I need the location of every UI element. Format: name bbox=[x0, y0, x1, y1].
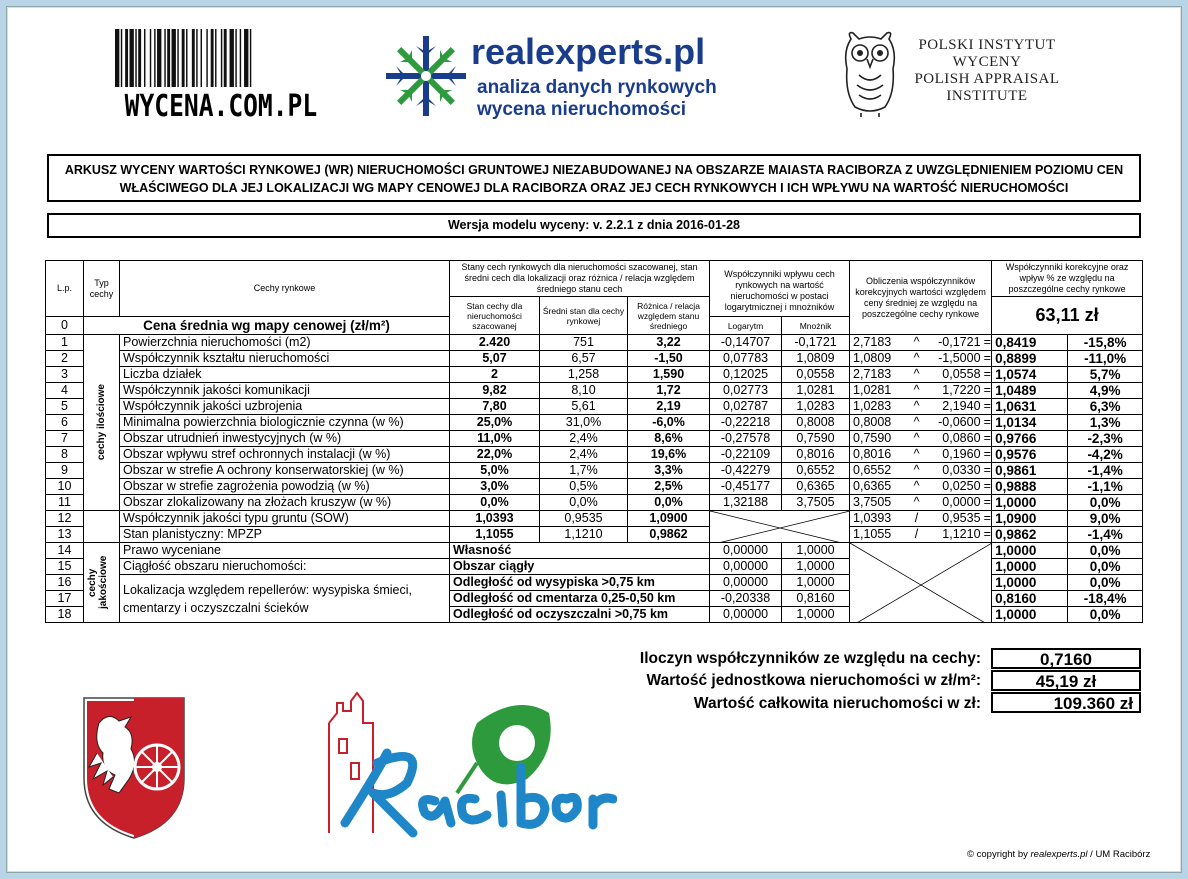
qualitative-value: Odległość od cmentarza 0,25-0,50 km bbox=[450, 591, 710, 607]
state-difference: 2,5% bbox=[628, 479, 710, 495]
state-difference: 1,72 bbox=[628, 383, 710, 399]
calc-exponent: 0,1960 bbox=[928, 447, 984, 463]
coef-log: 1,32188 bbox=[710, 495, 782, 511]
model-version: Wersja modelu wyceny: v. 2.2.1 z dnia 2016-01-28 bbox=[47, 213, 1141, 238]
calc-operator: / bbox=[906, 527, 928, 543]
state-mean: 31,0% bbox=[540, 415, 628, 431]
feature-name: Współczynnik jakości typu gruntu (SOW) bbox=[120, 511, 450, 527]
state-difference: 2,19 bbox=[628, 399, 710, 415]
calc-exponent: 0,9535 bbox=[928, 511, 984, 527]
calc-equals: = bbox=[983, 479, 991, 493]
repeller-label: Lokalizacja względem repellerów: wysypiska śmieci, cmentarzy i oczyszczalni ścieków bbox=[120, 575, 450, 623]
calc-equals: = bbox=[983, 383, 991, 397]
coef-multiplier: 0,7590 bbox=[782, 431, 850, 447]
correction-percent: 4,9% bbox=[1068, 383, 1143, 399]
state-subject: 25,0% bbox=[450, 415, 540, 431]
table-row bbox=[46, 367, 1143, 383]
coef-log: 0,00000 bbox=[710, 559, 782, 575]
table-row bbox=[46, 495, 1143, 511]
group-quantitative bbox=[84, 335, 120, 511]
feature-name: Obszar w strefie zagrożenia powodzią (w %) bbox=[120, 479, 450, 495]
correction-coefficient: 0,8419 bbox=[992, 335, 1068, 351]
correction-coefficient: 0,8160 bbox=[992, 591, 1068, 607]
calc-base: 1,0281 bbox=[850, 383, 906, 399]
coef-log: -0,42279 bbox=[710, 463, 782, 479]
correction-coefficient: 1,0000 bbox=[992, 607, 1068, 623]
header-correction: Współczynniki korekcyjne oraz wpływ % ze względu na poszczególne cechy rynkowe bbox=[992, 261, 1143, 297]
calc-base: 1,1055 bbox=[850, 527, 906, 543]
barcode-icon bbox=[115, 29, 293, 87]
calc-exponent: 0,0330 bbox=[928, 463, 984, 479]
qualitative-value: Odległość od wysypiska >0,75 km bbox=[450, 575, 710, 591]
calc-operator: ^ bbox=[906, 479, 928, 495]
row-lp: 15 bbox=[46, 559, 84, 575]
state-mean: 1,258 bbox=[540, 367, 628, 383]
coef-empty-cell bbox=[710, 511, 850, 543]
header-features: Cechy rynkowe bbox=[120, 261, 450, 317]
calc-operator: ^ bbox=[906, 447, 928, 463]
calc-operator: ^ bbox=[906, 431, 928, 447]
calc-equals: = bbox=[983, 415, 991, 429]
calc-equals: = bbox=[983, 447, 991, 461]
realexperts-subtitle-2: wycena nieruchomości bbox=[477, 99, 687, 120]
coef-log: -0,14707 bbox=[710, 335, 782, 351]
state-subject: 1,1055 bbox=[450, 527, 540, 543]
raciborz-logo-icon bbox=[317, 683, 617, 841]
table-row bbox=[46, 479, 1143, 495]
correction-coefficient: 1,0000 bbox=[992, 575, 1068, 591]
correction-coefficient: 1,0134 bbox=[992, 415, 1068, 431]
feature-name: Prawo wyceniane bbox=[120, 543, 450, 559]
valuation-sheet bbox=[6, 6, 1182, 873]
calc-equals: = bbox=[983, 351, 991, 365]
coef-log: 0,00000 bbox=[710, 543, 782, 559]
group-quantitative-label: cechy ilościowe bbox=[96, 384, 107, 461]
row-lp: 4 bbox=[46, 383, 84, 399]
piw-line-4: INSTITUTE bbox=[946, 88, 1028, 104]
header-calculations: Obliczenia współczynników korekcyjnych wartości względem ceny średniej ze względu na poszczególne cechy rynkowe bbox=[850, 261, 992, 335]
coef-multiplier: 0,6552 bbox=[782, 463, 850, 479]
calc-base: 3,7505 bbox=[850, 495, 906, 511]
calc-exponent: -1,5000 bbox=[928, 351, 984, 367]
calc-operator: ^ bbox=[906, 335, 928, 351]
header-type: Typ cechy bbox=[84, 261, 120, 317]
calc-equals: = bbox=[983, 335, 991, 349]
total-value-label: Wartość całkowita nieruchomości w zł: bbox=[693, 695, 981, 712]
coef-log: 0,07783 bbox=[710, 351, 782, 367]
state-mean: 0,0% bbox=[540, 495, 628, 511]
calc-empty-cell bbox=[850, 543, 992, 623]
row-lp: 1 bbox=[46, 335, 84, 351]
coef-multiplier: 3,7505 bbox=[782, 495, 850, 511]
mean-price-label: Cena średnia wg mapy cenowej (zł/m²) bbox=[84, 317, 450, 335]
state-mean: 2,4% bbox=[540, 431, 628, 447]
group-blank bbox=[84, 511, 120, 543]
snowflake-icon bbox=[383, 33, 469, 119]
copyright-site[interactable]: realexperts.pl bbox=[1030, 849, 1088, 860]
realexperts-logo bbox=[383, 31, 743, 126]
correction-percent: 0,0% bbox=[1068, 559, 1143, 575]
table-row bbox=[46, 527, 1143, 543]
correction-percent: 1,3% bbox=[1068, 415, 1143, 431]
feature-name: Stan planistyczny: MPZP bbox=[120, 527, 450, 543]
feature-name: Obszar utrudnień inwestycyjnych (w %) bbox=[120, 431, 450, 447]
sheet-title bbox=[47, 154, 1141, 202]
correction-percent: 0,0% bbox=[1068, 543, 1143, 559]
feature-name: Minimalna powierzchnia biologicznie czynna (w %) bbox=[120, 415, 450, 431]
state-mean: 6,57 bbox=[540, 351, 628, 367]
correction-coefficient: 1,0000 bbox=[992, 559, 1068, 575]
calc-exponent: 0,0000 bbox=[928, 495, 984, 511]
row-lp: 2 bbox=[46, 351, 84, 367]
calc-exponent: 1,7220 bbox=[928, 383, 984, 399]
piw-line-3: POLISH APPRAISAL bbox=[914, 71, 1060, 87]
state-subject: 1,0393 bbox=[450, 511, 540, 527]
row-lp: 16 bbox=[46, 575, 84, 591]
group-qualitative bbox=[84, 543, 120, 623]
realexperts-title: realexperts.pl bbox=[471, 31, 706, 72]
correction-coefficient: 1,0631 bbox=[992, 399, 1068, 415]
wycena-logo-label: WYCENA.COM.PL bbox=[124, 89, 318, 124]
row-lp: 11 bbox=[46, 495, 84, 511]
row-lp: 18 bbox=[46, 607, 84, 623]
calc-operator: ^ bbox=[906, 351, 928, 367]
cross-out-mark bbox=[850, 543, 992, 623]
table-row bbox=[46, 431, 1143, 447]
state-subject: 0,0% bbox=[450, 495, 540, 511]
state-difference: 0,0% bbox=[628, 495, 710, 511]
correction-percent: 6,3% bbox=[1068, 399, 1143, 415]
row-lp: 7 bbox=[46, 431, 84, 447]
piw-line-2: WYCENY bbox=[952, 54, 1022, 70]
calc-operator: ^ bbox=[906, 463, 928, 479]
correction-percent: -1,1% bbox=[1068, 479, 1143, 495]
calc-base: 1,0809 bbox=[850, 351, 906, 367]
coef-multiplier: 0,0558 bbox=[782, 367, 850, 383]
row-lp: 8 bbox=[46, 447, 84, 463]
feature-name: Ciągłość obszaru nieruchomości: bbox=[120, 559, 450, 575]
copyright-suffix: / UM Racibórz bbox=[1090, 849, 1151, 860]
state-subject: 7,80 bbox=[450, 399, 540, 415]
correction-coefficient: 1,0489 bbox=[992, 383, 1068, 399]
header-logarithm: Logarytm bbox=[710, 317, 782, 335]
state-mean: 1,7% bbox=[540, 463, 628, 479]
calc-operator: ^ bbox=[906, 383, 928, 399]
row-lp: 3 bbox=[46, 367, 84, 383]
coef-multiplier: 1,0283 bbox=[782, 399, 850, 415]
qualitative-value: Własność bbox=[450, 543, 710, 559]
state-subject: 2.420 bbox=[450, 335, 540, 351]
state-mean: 0,9535 bbox=[540, 511, 628, 527]
correction-percent: -15,8% bbox=[1068, 335, 1143, 351]
correction-percent: 9,0% bbox=[1068, 511, 1143, 527]
mean-price-value: 63,11 zł bbox=[992, 297, 1143, 335]
table-row bbox=[46, 463, 1143, 479]
table-row bbox=[46, 415, 1143, 431]
feature-name: Powierzchnia nieruchomości (m2) bbox=[120, 335, 450, 351]
state-mean: 751 bbox=[540, 335, 628, 351]
calc-exponent: 0,0860 bbox=[928, 431, 984, 447]
state-difference: -6,0% bbox=[628, 415, 710, 431]
feature-name: Współczynnik jakości komunikacji bbox=[120, 383, 450, 399]
state-subject: 2 bbox=[450, 367, 540, 383]
correction-coefficient: 0,8899 bbox=[992, 351, 1068, 367]
correction-percent: 5,7% bbox=[1068, 367, 1143, 383]
header-difference: Różnica / relacja względem stanu średniego bbox=[628, 297, 710, 335]
coef-log: 0,02787 bbox=[710, 399, 782, 415]
table-row bbox=[46, 543, 1143, 559]
product-value: 0,7160 bbox=[991, 648, 1141, 669]
state-difference: 0,9862 bbox=[628, 527, 710, 543]
correction-coefficient: 0,9862 bbox=[992, 527, 1068, 543]
state-subject: 5,0% bbox=[450, 463, 540, 479]
coef-multiplier: 0,8160 bbox=[782, 591, 850, 607]
row-lp: 10 bbox=[46, 479, 84, 495]
coef-multiplier: 0,6365 bbox=[782, 479, 850, 495]
correction-percent: -11,0% bbox=[1068, 351, 1143, 367]
state-difference: 1,0900 bbox=[628, 511, 710, 527]
coef-multiplier: -0,1721 bbox=[782, 335, 850, 351]
calc-equals: = bbox=[983, 511, 991, 525]
valuation-table bbox=[45, 260, 1143, 623]
calc-base: 0,8016 bbox=[850, 447, 906, 463]
coef-log: 0,12025 bbox=[710, 367, 782, 383]
state-subject: 22,0% bbox=[450, 447, 540, 463]
calc-equals: = bbox=[983, 431, 991, 445]
product-label: Iloczyn współczynników ze względu na cechy: bbox=[639, 650, 981, 667]
state-difference: 1,590 bbox=[628, 367, 710, 383]
correction-percent: -2,3% bbox=[1068, 431, 1143, 447]
state-difference: 8,6% bbox=[628, 431, 710, 447]
feature-name: Obszar wpływu stref ochronnych instalacji (w %) bbox=[120, 447, 450, 463]
calc-operator: ^ bbox=[906, 399, 928, 415]
calc-equals: = bbox=[983, 495, 991, 509]
qualitative-value: Obszar ciągły bbox=[450, 559, 710, 575]
calc-equals: = bbox=[983, 527, 991, 541]
state-mean: 2,4% bbox=[540, 447, 628, 463]
calc-base: 1,0283 bbox=[850, 399, 906, 415]
coef-log: -0,45177 bbox=[710, 479, 782, 495]
state-subject: 11,0% bbox=[450, 431, 540, 447]
owl-icon bbox=[841, 29, 899, 117]
correction-coefficient: 1,0574 bbox=[992, 367, 1068, 383]
calc-exponent: -0,1721 bbox=[928, 335, 984, 351]
calc-equals: = bbox=[983, 399, 991, 413]
coef-multiplier: 1,0000 bbox=[782, 559, 850, 575]
calc-base: 0,6365 bbox=[850, 479, 906, 495]
calc-operator: ^ bbox=[906, 415, 928, 431]
feature-name: Współczynnik kształtu nieruchomości bbox=[120, 351, 450, 367]
group-qualitative-label: cechy jakościowe bbox=[86, 555, 109, 610]
row-0-lp: 0 bbox=[46, 317, 84, 335]
coef-multiplier: 1,0000 bbox=[782, 575, 850, 591]
state-mean: 8,10 bbox=[540, 383, 628, 399]
calc-base: 0,8008 bbox=[850, 415, 906, 431]
coef-multiplier: 1,0000 bbox=[782, 543, 850, 559]
calc-base: 1,0393 bbox=[850, 511, 906, 527]
coef-multiplier: 1,0809 bbox=[782, 351, 850, 367]
correction-coefficient: 0,9861 bbox=[992, 463, 1068, 479]
correction-percent: -1,4% bbox=[1068, 527, 1143, 543]
correction-coefficient: 1,0000 bbox=[992, 543, 1068, 559]
row-lp: 17 bbox=[46, 591, 84, 607]
piw-logo bbox=[841, 29, 1071, 121]
table-row bbox=[46, 383, 1143, 399]
correction-percent: -18,4% bbox=[1068, 591, 1143, 607]
header-multiplier: Mnożnik bbox=[782, 317, 850, 335]
state-difference: 3,22 bbox=[628, 335, 710, 351]
calc-base: 0,7590 bbox=[850, 431, 906, 447]
unit-value: 45,19 zł bbox=[991, 670, 1141, 691]
calc-exponent: -0,0600 bbox=[928, 415, 984, 431]
total-value: 109.360 zł bbox=[991, 692, 1141, 713]
calc-base: 2,7183 bbox=[850, 335, 906, 351]
header-coefficients: Współczynniki wpływu cech rynkowych na wartość nieruchomości w postaci logarytmicznej i mnożników bbox=[710, 261, 850, 317]
row-lp: 6 bbox=[46, 415, 84, 431]
copyright bbox=[967, 849, 1150, 860]
cross-out-mark bbox=[710, 511, 850, 543]
coef-log: -0,20338 bbox=[710, 591, 782, 607]
piw-line-1: POLSKI INSTYTUT bbox=[918, 37, 1056, 53]
realexperts-subtitle-1: analiza danych rynkowych bbox=[477, 77, 717, 98]
calc-exponent: 1,1210 bbox=[928, 527, 984, 543]
correction-percent: 0,0% bbox=[1068, 575, 1143, 591]
calc-base: 0,6552 bbox=[850, 463, 906, 479]
correction-coefficient: 0,9766 bbox=[992, 431, 1068, 447]
state-subject: 3,0% bbox=[450, 479, 540, 495]
coef-log: -0,27578 bbox=[710, 431, 782, 447]
copyright-prefix: © copyright by bbox=[967, 849, 1028, 860]
calc-operator: ^ bbox=[906, 495, 928, 511]
calc-operator: / bbox=[906, 511, 928, 527]
correction-coefficient: 1,0000 bbox=[992, 495, 1068, 511]
calc-equals: = bbox=[983, 463, 991, 477]
feature-name: Obszar zlokalizowany na złożach kruszyw (w %) bbox=[120, 495, 450, 511]
calc-exponent: 0,0558 bbox=[928, 367, 984, 383]
calc-equals: = bbox=[983, 367, 991, 381]
coef-log: 0,00000 bbox=[710, 575, 782, 591]
calc-operator: ^ bbox=[906, 367, 928, 383]
table-row bbox=[46, 351, 1143, 367]
coef-log: -0,22109 bbox=[710, 447, 782, 463]
state-mean: 1,1210 bbox=[540, 527, 628, 543]
state-subject: 9,82 bbox=[450, 383, 540, 399]
correction-percent: -4,2% bbox=[1068, 447, 1143, 463]
unit-value-label: Wartość jednostkowa nieruchomości w zł/m²: bbox=[646, 672, 981, 689]
row-lp: 13 bbox=[46, 527, 84, 543]
piw-text bbox=[903, 37, 1071, 105]
coef-log: 0,00000 bbox=[710, 607, 782, 623]
row-lp: 5 bbox=[46, 399, 84, 415]
qualitative-value: Odległość od oczyszczalni >0,75 km bbox=[450, 607, 710, 623]
coef-multiplier: 0,8008 bbox=[782, 415, 850, 431]
correction-percent: 0,0% bbox=[1068, 495, 1143, 511]
sheet-title-line-2: WŁAŚCIWEGO DLA JEJ LOKALIZACJI WG MAPY CENOWEJ DLA RACIBORZA ORAZ JEJ CECH RYNKOWYCH I ICH WPŁYWU NA WARTOŚĆ NIERUCHOMOŚCI bbox=[119, 181, 1069, 195]
row-lp: 14 bbox=[46, 543, 84, 559]
correction-coefficient: 0,9888 bbox=[992, 479, 1068, 495]
correction-coefficient: 1,0900 bbox=[992, 511, 1068, 527]
table-row bbox=[46, 335, 1143, 351]
header-lp: L.p. bbox=[46, 261, 84, 317]
correction-percent: -1,4% bbox=[1068, 463, 1143, 479]
wycena-logo bbox=[107, 29, 318, 129]
header-mean-state: Średni stan dla cechy rynkowej bbox=[540, 297, 628, 335]
table-row bbox=[46, 399, 1143, 415]
calc-base: 2,7183 bbox=[850, 367, 906, 383]
correction-coefficient: 0,9576 bbox=[992, 447, 1068, 463]
raciborz-crest-icon bbox=[79, 693, 189, 841]
table-row bbox=[46, 447, 1143, 463]
header-states: Stany cech rynkowych dla nieruchomości szacowanej, stan średni cech dla lokalizacji oraz różnica / relacja względem średniego stanu cech bbox=[450, 261, 710, 297]
row-lp: 9 bbox=[46, 463, 84, 479]
state-difference: 19,6% bbox=[628, 447, 710, 463]
coef-multiplier: 1,0000 bbox=[782, 607, 850, 623]
coef-multiplier: 1,0281 bbox=[782, 383, 850, 399]
state-mean: 5,61 bbox=[540, 399, 628, 415]
feature-name: Obszar w strefie A ochrony konserwatorskiej (w %) bbox=[120, 463, 450, 479]
feature-name: Liczba działek bbox=[120, 367, 450, 383]
coef-log: 0,02773 bbox=[710, 383, 782, 399]
table-row bbox=[46, 511, 1143, 527]
sheet-title-line-1: ARKUSZ WYCENY WARTOŚCI RYNKOWEJ (WR) NIERUCHOMOŚCI GRUNTOWEJ NIEZABUDOWANEJ NA OBSZARZE MAIASTA RACIBORZA Z UWZGLĘDNIENIEM POZIOMU CEN bbox=[64, 163, 1124, 177]
feature-name: Współczynnik jakości uzbrojenia bbox=[120, 399, 450, 415]
calc-exponent: 0,0250 bbox=[928, 479, 984, 495]
state-difference: -1,50 bbox=[628, 351, 710, 367]
correction-percent: 0,0% bbox=[1068, 607, 1143, 623]
calc-exponent: 2,1940 bbox=[928, 399, 984, 415]
table-header-row bbox=[46, 261, 1143, 297]
coef-multiplier: 0,8016 bbox=[782, 447, 850, 463]
state-subject: 5,07 bbox=[450, 351, 540, 367]
state-mean: 0,5% bbox=[540, 479, 628, 495]
header-state-subject: Stan cechy dla nieruchomości szacowanej bbox=[450, 297, 540, 335]
row-lp: 12 bbox=[46, 511, 84, 527]
coef-log: -0,22218 bbox=[710, 415, 782, 431]
state-difference: 3,3% bbox=[628, 463, 710, 479]
